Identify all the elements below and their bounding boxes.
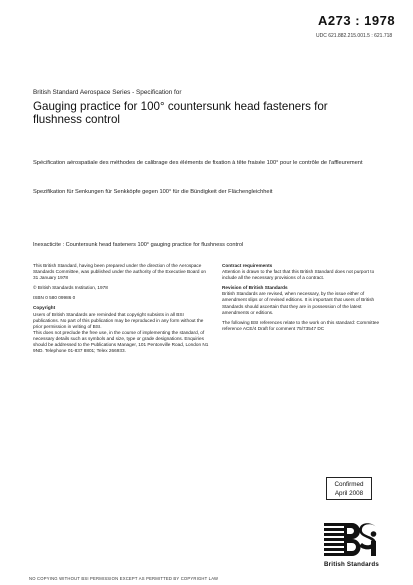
- left-para-copyright-notice: © British Standards Institution, 1978: [33, 285, 108, 291]
- copyright-footer: NO COPYING WITHOUT BSI PERMISSION EXCEPT AS PERMITTED BY COPYRIGHT LAW: [29, 576, 219, 581]
- confirmed-stamp: [326, 477, 372, 500]
- confirmed-label: Confirmed: [334, 481, 364, 488]
- left-heading-copyright: Copyright: [33, 305, 56, 311]
- left-column: [33, 263, 209, 354]
- german-title: Spezifikation für Senkungen für Senkköpfe gegen 100° für die Bündigkeit der Flächengleichheit: [33, 189, 273, 195]
- series-line: British Standard Aerospace Series - Specification for: [33, 89, 182, 96]
- right-para-references: The following BSI references relate to the work on this standard: Committee reference ACE/4 Draft for comment 75/73547 DC: [222, 319, 380, 331]
- left-para-enquiries: This does not preclude the free use, in the course of implementing the standard, of necessary details such as symbols and size, type or grade designations. Enquiries should be addressed to the Publications Manager, 101 Pentonville Road, London N1 9ND. Telephone 01-837 8801; Telex 266933.: [33, 329, 209, 354]
- udc-reference: UDC 621.882.215.001.5 : 621.718: [316, 33, 393, 39]
- left-para-copyright: Users of British Standards are reminded that copyright subsists in all BSI publications. No part of this publication may be reproduced in any form without the prior permission in writing of BSI.: [33, 311, 204, 329]
- left-para-isbn: ISBN 0 580 09986 0: [33, 295, 76, 301]
- french-title: Spécification aérospatiale des méthodes de calibrage des éléments de fixation à tête fraisée 100° pour le contrôle de l'affleurement: [33, 160, 363, 166]
- index-line: Inexacticite : Countersunk head fasteners 100° gauging practice for flushness control: [33, 242, 244, 248]
- right-heading-contract: Contract requirements: [222, 263, 273, 268]
- bsi-logo-icon: [324, 521, 378, 561]
- right-column: [222, 263, 388, 332]
- bsi-logo-text: British Standards: [324, 561, 379, 568]
- standard-number: A273 : 1978: [318, 13, 396, 28]
- right-para-revision: British Standards are revised, when necessary, by the issue either of amendment slips or of revised editions. It is important that users of British Standards should ascertain that they are in possession of the latest amendments or editions.: [222, 291, 375, 315]
- document-title: Gauging practice for 100° countersunk head fasteners for flushness control: [33, 100, 328, 126]
- confirmed-date: April 2008: [334, 489, 364, 497]
- right-heading-revision: Revision of British Standards: [222, 285, 288, 291]
- right-para-contract: Attention is drawn to the fact that this British Standard does not purport to include all the necessary provisions of a contract.: [222, 269, 375, 281]
- left-para-0: This British Standard, having been prepared under the direction of the Aerospace Standards Committee, was published under the authority of the Executive Board on 31 January 1978: [33, 263, 207, 281]
